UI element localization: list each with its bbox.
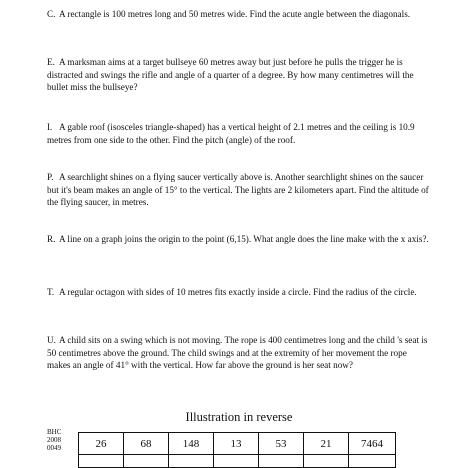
question-i bbox=[47, 121, 432, 146]
question-p bbox=[47, 171, 432, 209]
table-cell: 26 bbox=[79, 433, 124, 455]
question-letter: U. bbox=[47, 335, 56, 345]
answer-cell[interactable] bbox=[124, 455, 169, 468]
illustration-title: Illustration in reverse bbox=[185, 410, 293, 424]
answer-cell[interactable] bbox=[79, 455, 124, 468]
side-code-line: 2008 bbox=[47, 436, 61, 445]
question-text: A searchlight shines on a flying saucer vertically above is. Another searchlight shines on the saucer but it's beam makes an angle of 15° to the vertical. The lights are 2 kilometers apart. Find the altitude of the flying saucer, in metres. bbox=[47, 172, 429, 208]
question-text: A child sits on a swing which is not moving. The rope is 400 centimetres long and the child 's seat is 50 centimetres above the ground. The child swings and at the extremity of her movement the rope makes an angle of 41° with the vertical. How far above the ground is her seat now? bbox=[47, 335, 428, 371]
answer-cell[interactable] bbox=[304, 455, 349, 468]
question-letter: I. bbox=[47, 122, 53, 132]
answer-cell[interactable] bbox=[259, 455, 304, 468]
question-text: A gable roof (isosceles triangle-shaped) has a vertical height of 2.1 metres and the ceiling is 10.9 metres from one side to the other. Find the pitch (angle) of the roof. bbox=[47, 122, 415, 145]
question-text: A marksman aims at a target bullseye 60 metres away but just before he pulls the trigger he is distracted and swings the rifle and angle of a quarter of a degree. By how many centimetres will the bullet miss the bullseye? bbox=[47, 57, 414, 93]
table-cell: 7464 bbox=[349, 433, 396, 455]
table-cell: 148 bbox=[169, 433, 214, 455]
table-cell: 13 bbox=[214, 433, 259, 455]
question-c bbox=[47, 8, 432, 21]
question-letter: T. bbox=[47, 287, 55, 297]
answer-code-table bbox=[78, 432, 396, 468]
question-letter: P. bbox=[47, 172, 54, 182]
table-row bbox=[79, 433, 396, 455]
question-text: A line on a graph joins the origin to the point (6,15). What angle does the line make with the x axis?. bbox=[59, 234, 429, 244]
answer-cell[interactable] bbox=[214, 455, 259, 468]
table-cell: 68 bbox=[124, 433, 169, 455]
side-code bbox=[47, 428, 61, 453]
question-text: A rectangle is 100 metres long and 50 metres wide. Find the acute angle between the diagonals. bbox=[59, 9, 411, 19]
question-e bbox=[47, 56, 432, 94]
question-r bbox=[47, 233, 432, 246]
table-cell: 21 bbox=[304, 433, 349, 455]
question-letter: R. bbox=[47, 234, 56, 244]
table-cell: 53 bbox=[259, 433, 304, 455]
side-code-line: 0049 bbox=[47, 444, 61, 453]
table-row-blank bbox=[79, 455, 396, 468]
question-letter: C. bbox=[47, 9, 56, 19]
side-code-line: BHC bbox=[47, 428, 62, 436]
question-text: A regular octagon with sides of 10 metres fits exactly inside a circle. Find the radius of the circle. bbox=[59, 287, 417, 297]
answer-cell[interactable] bbox=[169, 455, 214, 468]
question-t bbox=[47, 286, 432, 299]
answer-cell[interactable] bbox=[349, 455, 396, 468]
question-letter: E. bbox=[47, 57, 55, 67]
question-u bbox=[47, 334, 432, 372]
